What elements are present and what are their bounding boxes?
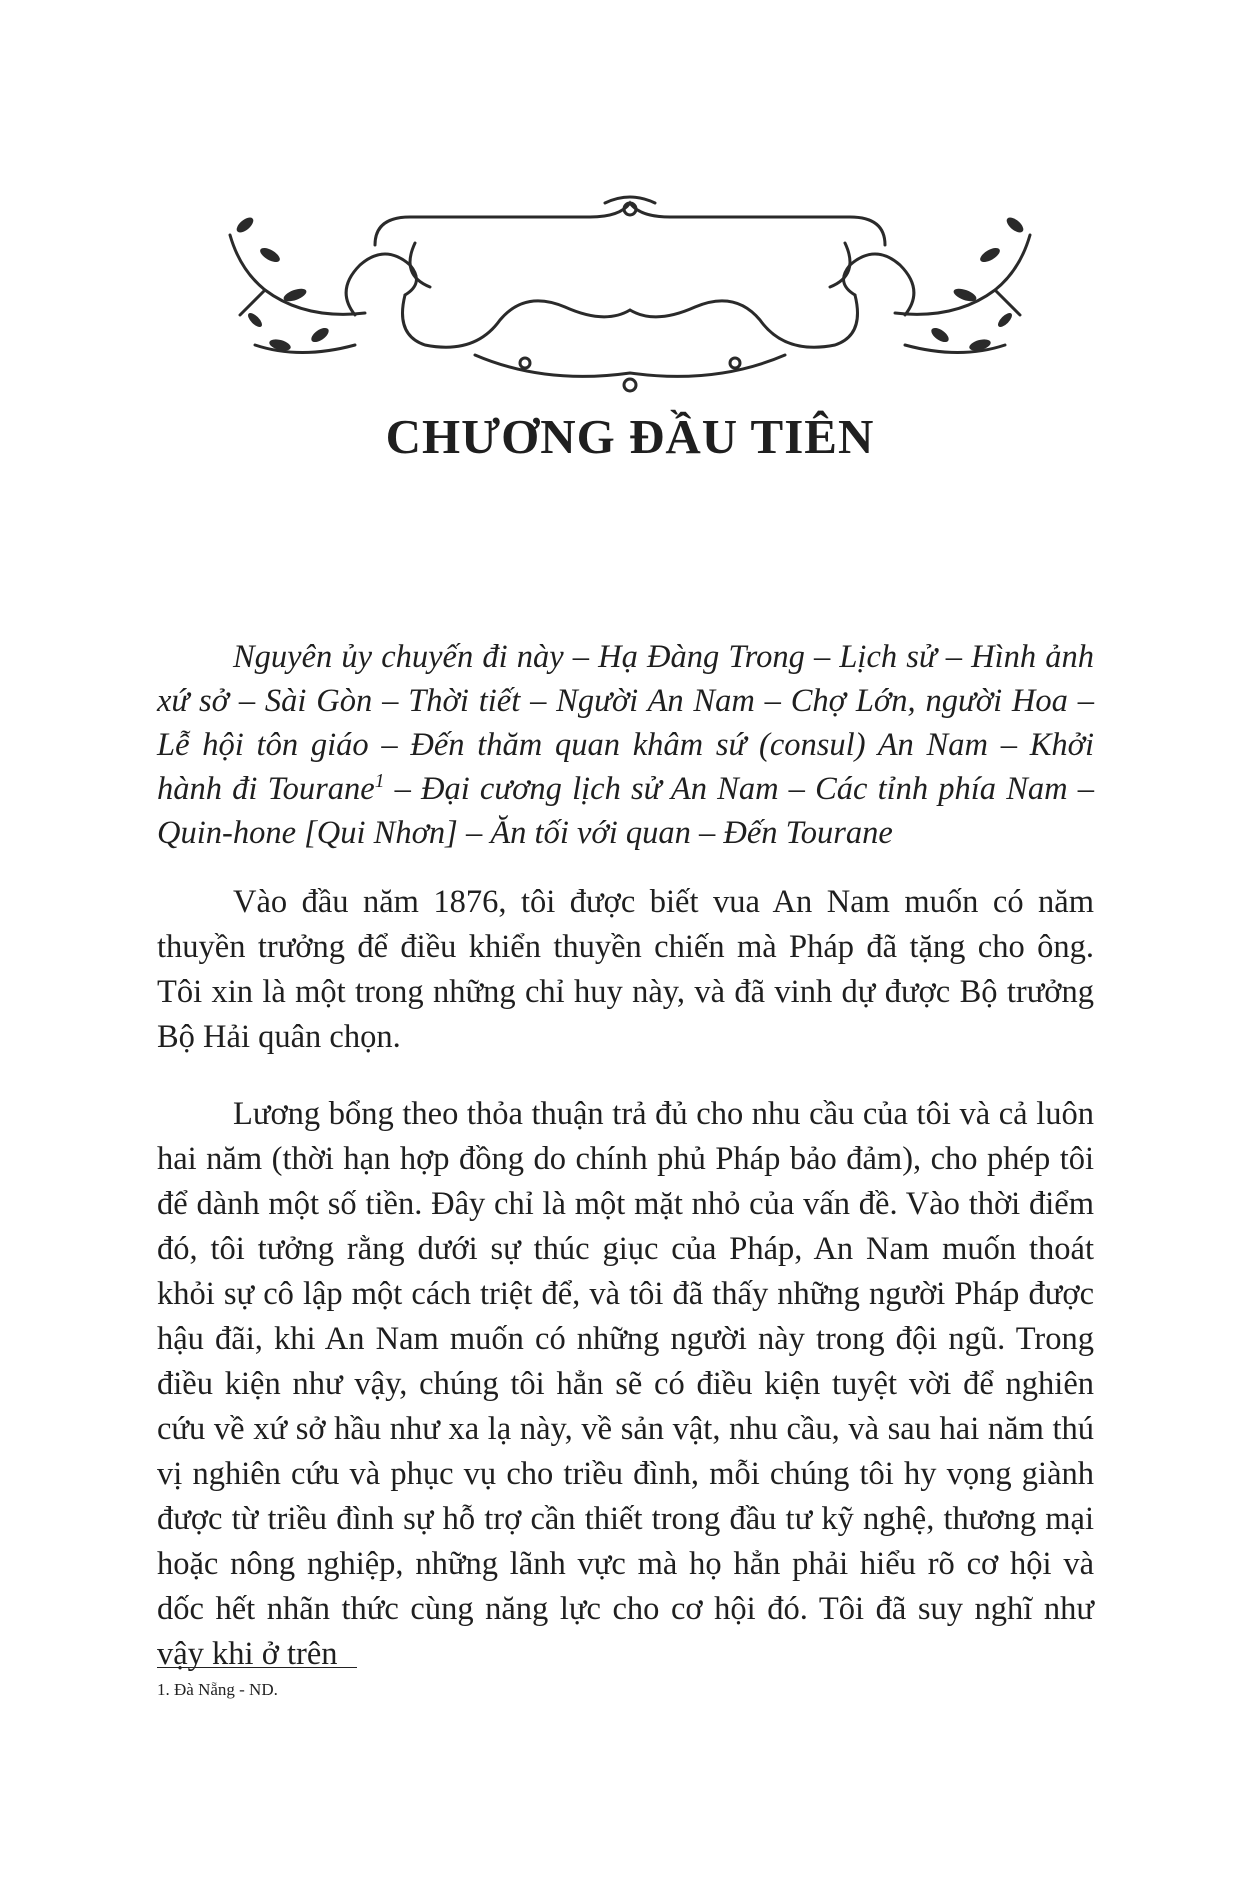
chapter-summary (157, 635, 1094, 855)
chapter-title: CHƯƠNG ĐẦU TIÊN (385, 409, 875, 464)
body-paragraph-2: Lương bổng theo thỏa thuận trả đủ cho nhu cầu của tôi và cả luôn hai năm (thời hạn hợp đồng do chính phủ Pháp bảo đảm), cho phép tôi để dành một số tiền. Đây chỉ là một mặt nhỏ của vấn đề. Vào thời điểm đó, tôi tưởng rằng dưới sự thúc giục của Pháp, An Nam muốn thoát khỏi sự cô lập một cách triệt để, và tôi đã thấy những người Pháp được hậu đãi, khi An Nam muốn có những người này trong đội ngũ. Trong điều kiện như vậy, chúng tôi hẳn sẽ có điều kiện tuyệt vời để nghiên cứu về xứ sở hầu như xa lạ này, về sản vật, nhu cầu, và sau hai năm thú vị nghiên cứu và phục vụ cho triều đình, mỗi chúng tôi hy vọng giành được từ triều đình sự hỗ trợ cần thiết trong đầu tư kỹ nghệ, thương mại hoặc nông nghiệp, những lãnh vực mà họ hẳn phải hiểu rõ cơ hội và dốc hết nhãn thức cùng năng lực cho cơ hội đó. Tôi đã suy nghĩ như vậy khi ở trên (157, 1096, 1094, 1672)
body-paragraph-1: Vào đầu năm 1876, tôi được biết vua An Nam muốn có năm thuyền trưởng để điều khiển thuyền chiến mà Pháp đã tặng cho ông. Tôi xin là một trong những chỉ huy này, và đã vinh dự được Bộ trưởng Bộ Hải quân chọn. (157, 884, 1094, 1055)
footnote-text: 1. Đà Nẵng - ND. (157, 1680, 278, 1699)
chapter-header-ornament (225, 195, 1035, 395)
summary-text-start: Nguyên ủy chuyến đi này – Hạ Đàng Trong – Lịch sử – Hình ảnh xứ sở – Sài Gòn – Thời tiết – Người An Nam – Chợ Lớn, người Hoa – Lễ hội tôn giáo – Đến thăm quan khâm sứ (consul) An Nam – Khởi hành đi Tourane (157, 639, 1094, 807)
footnote-divider (157, 1667, 357, 1668)
summary-text-end: – Đại cương lịch sử An Nam – Các tỉnh phía Nam – Quin-hone [Qui Nhơn] – Ăn tối với quan – Đến Tourane (157, 771, 1095, 851)
footnote-reference[interactable]: 1 (374, 771, 385, 793)
